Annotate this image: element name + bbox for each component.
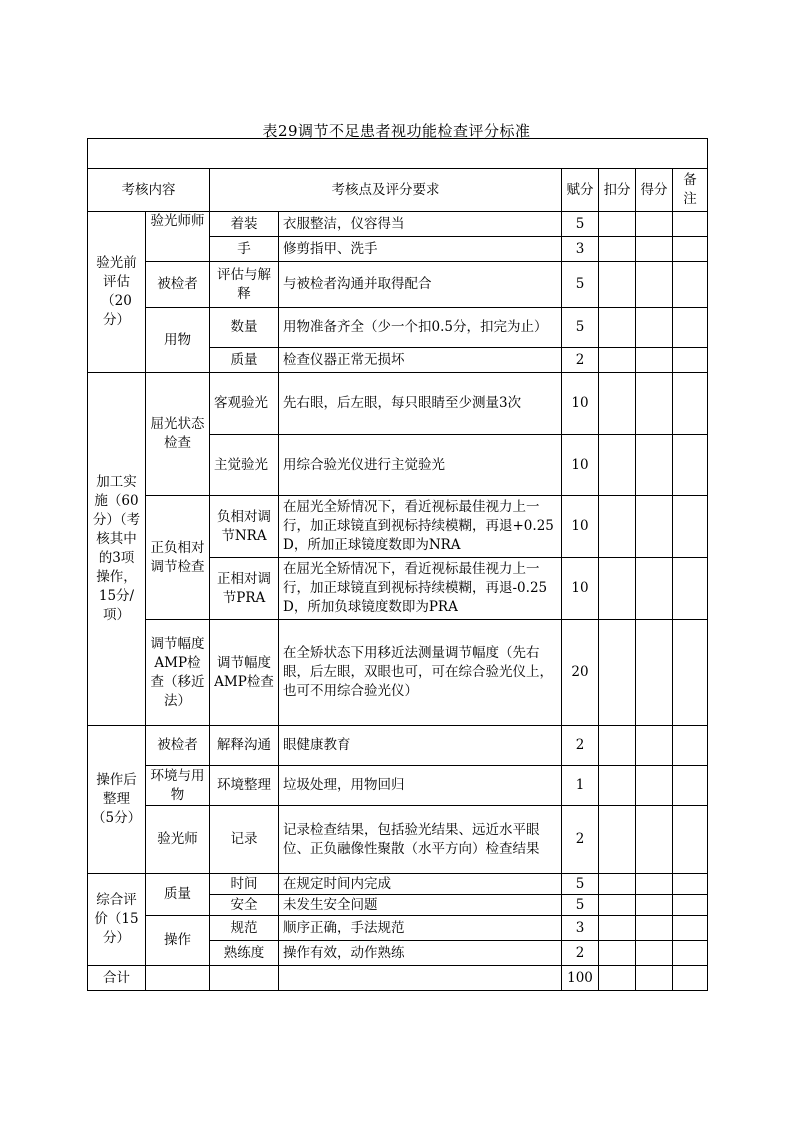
- note-cell: [673, 435, 708, 496]
- note-cell: [673, 895, 708, 916]
- obtained-cell: [636, 766, 673, 806]
- sub-item-label: 质量: [210, 348, 279, 373]
- note-cell: [673, 262, 708, 308]
- score-value: 2: [562, 941, 599, 966]
- obtained-cell: [636, 373, 673, 435]
- group-label: 被检者: [146, 726, 210, 766]
- requirement-text: 用综合验光仪进行主觉验光: [279, 435, 562, 496]
- obtained-cell: [636, 435, 673, 496]
- header-deduct: 扣分: [599, 169, 636, 212]
- blank-top-row: [88, 139, 708, 169]
- section-label: 综合评价（15分）: [88, 874, 146, 966]
- deduct-cell: [599, 435, 636, 496]
- obtained-cell: [636, 496, 673, 558]
- score-value: 5: [562, 874, 599, 895]
- obtained-cell: [636, 806, 673, 874]
- group-label: 正负相对调节检查: [146, 496, 210, 620]
- requirement-text: 衣服整洁，仪容得当: [279, 212, 562, 237]
- deduct-cell: [599, 895, 636, 916]
- table-row: [88, 496, 708, 558]
- sub-item-label: 规范: [210, 916, 279, 941]
- note-cell: [673, 496, 708, 558]
- deduct-cell: [599, 373, 636, 435]
- deduct-cell: [599, 806, 636, 874]
- group-label: 验光师师: [146, 212, 210, 262]
- obtained-cell: [636, 916, 673, 941]
- requirement-text: 未发生安全问题: [279, 895, 562, 916]
- note-cell: [673, 874, 708, 895]
- requirement-text: 在屈光全矫情况下，看近视标最佳视力上一行，加正球镜直到视标持续模糊，再退+0.25D，所加正球镜度数即为NRA: [279, 496, 562, 558]
- score-value: 2: [562, 348, 599, 373]
- requirement-text: 用物准备齐全（少一个扣0.5分，扣完为止）: [279, 308, 562, 348]
- note-cell: [673, 237, 708, 262]
- score-value: 5: [562, 308, 599, 348]
- deduct-cell: [599, 916, 636, 941]
- total-label: 合计: [88, 966, 146, 991]
- sub-item-label: 正相对调节PRA: [210, 558, 279, 620]
- sub-item-label: 数量: [210, 308, 279, 348]
- deduct-cell: [599, 212, 636, 237]
- note-cell: [673, 726, 708, 766]
- page-title: 表29调节不足患者视功能检查评分标准: [262, 122, 531, 140]
- table-row: [88, 620, 708, 726]
- table-row: [88, 874, 708, 895]
- deduct-cell: [599, 308, 636, 348]
- total-row: [88, 966, 708, 991]
- requirement-text: 顺序正确，手法规范: [279, 916, 562, 941]
- note-cell: [673, 348, 708, 373]
- header-note: 备注: [673, 169, 708, 212]
- obtained-cell: [636, 558, 673, 620]
- sub-item-label: 环境整理: [210, 766, 279, 806]
- note-cell: [673, 941, 708, 966]
- score-value: 5: [562, 895, 599, 916]
- deduct-cell: [599, 237, 636, 262]
- header-obtained: 得分: [636, 169, 673, 212]
- section-label: 验光前评估（20分）: [88, 212, 146, 373]
- sub-item-label: 时间: [210, 874, 279, 895]
- note-cell: [673, 916, 708, 941]
- score-value: 3: [562, 237, 599, 262]
- score-value: 1: [562, 766, 599, 806]
- deduct-cell: [599, 726, 636, 766]
- sub-item-label: 调节幅度AMP检查: [210, 620, 279, 726]
- group-label: 用物: [146, 308, 210, 373]
- obtained-cell: [636, 308, 673, 348]
- sub-item-label: 安全: [210, 895, 279, 916]
- requirement-text: 操作有效，动作熟练: [279, 941, 562, 966]
- header-content: 考核内容: [88, 169, 210, 212]
- deduct-cell: [599, 766, 636, 806]
- requirement-text: 垃圾处理，用物回归: [279, 766, 562, 806]
- obtained-cell: [636, 941, 673, 966]
- score-value: 2: [562, 806, 599, 874]
- sub-item-label: 评估与解释: [210, 262, 279, 308]
- obtained-cell: [636, 726, 673, 766]
- header-points: 考核点及评分要求: [210, 169, 562, 212]
- group-label: 环境与用物: [146, 766, 210, 806]
- requirement-text: 检查仪器正常无损坏: [279, 348, 562, 373]
- score-value: 10: [562, 435, 599, 496]
- table-row: [88, 806, 708, 874]
- deduct-cell: [599, 262, 636, 308]
- sub-item-label: 主觉验光: [210, 435, 279, 496]
- group-label: 质量: [146, 874, 210, 916]
- score-value: 10: [562, 558, 599, 620]
- table-row: [88, 373, 708, 435]
- requirement-text: 眼健康教育: [279, 726, 562, 766]
- note-cell: [673, 212, 708, 237]
- score-value: 5: [562, 262, 599, 308]
- total-empty-2: [210, 966, 279, 991]
- obtained-cell: [636, 620, 673, 726]
- note-cell: [673, 766, 708, 806]
- requirement-text: 在规定时间内完成: [279, 874, 562, 895]
- note-cell: [673, 373, 708, 435]
- sub-item-label: 手: [210, 237, 279, 262]
- sub-item-label: 熟练度: [210, 941, 279, 966]
- sub-item-label: 记录: [210, 806, 279, 874]
- obtained-cell: [636, 874, 673, 895]
- obtained-cell: [636, 212, 673, 237]
- table-row: [88, 262, 708, 308]
- table-row: [88, 916, 708, 941]
- scoring-table: [87, 138, 708, 991]
- section-label: 加工实施（60分）（考核其中的3项操作，15分/项）: [88, 373, 146, 726]
- table-row: [88, 766, 708, 806]
- score-value: 10: [562, 496, 599, 558]
- table-row: [88, 726, 708, 766]
- deduct-cell: [599, 348, 636, 373]
- requirement-text: 记录检查结果，包括验光结果、远近水平眼位、正负融像性聚散（水平方向）检查结果: [279, 806, 562, 874]
- requirement-text: 与被检者沟通并取得配合: [279, 262, 562, 308]
- table-row: [88, 308, 708, 348]
- deduct-cell: [599, 941, 636, 966]
- deduct-cell: [599, 874, 636, 895]
- section-label: 操作后整理（5分）: [88, 726, 146, 874]
- total-obtained: [636, 966, 673, 991]
- obtained-cell: [636, 237, 673, 262]
- group-label: 被检者: [146, 262, 210, 308]
- score-value: 3: [562, 916, 599, 941]
- total-empty-3: [279, 966, 562, 991]
- obtained-cell: [636, 348, 673, 373]
- total-score: 100: [562, 966, 599, 991]
- obtained-cell: [636, 262, 673, 308]
- note-cell: [673, 806, 708, 874]
- header-row: [88, 169, 708, 212]
- score-value: 10: [562, 373, 599, 435]
- table-row: [88, 212, 708, 237]
- group-label: 调节幅度AMP检查（移近法）: [146, 620, 210, 726]
- sub-item-label: 负相对调节NRA: [210, 496, 279, 558]
- group-label: 屈光状态检查: [146, 373, 210, 496]
- sub-item-label: 客观验光: [210, 373, 279, 435]
- note-cell: [673, 308, 708, 348]
- score-value: 20: [562, 620, 599, 726]
- sub-item-label: 解释沟通: [210, 726, 279, 766]
- deduct-cell: [599, 496, 636, 558]
- group-label: 操作: [146, 916, 210, 966]
- total-note: [673, 966, 708, 991]
- score-value: 5: [562, 212, 599, 237]
- group-label: 验光师: [146, 806, 210, 874]
- score-value: 2: [562, 726, 599, 766]
- total-empty-1: [146, 966, 210, 991]
- requirement-text: 在全矫状态下用移近法测量调节幅度（先右眼，后左眼，双眼也可，可在综合验光仪上，也可不用综合验光仪）: [279, 620, 562, 726]
- deduct-cell: [599, 558, 636, 620]
- requirement-text: 修剪指甲、洗手: [279, 237, 562, 262]
- note-cell: [673, 620, 708, 726]
- sub-item-label: 着装: [210, 212, 279, 237]
- note-cell: [673, 558, 708, 620]
- obtained-cell: [636, 895, 673, 916]
- deduct-cell: [599, 620, 636, 726]
- requirement-text: 先右眼，后左眼，每只眼睛至少测量3次: [279, 373, 562, 435]
- total-deduct: [599, 966, 636, 991]
- header-score: 赋分: [562, 169, 599, 212]
- requirement-text: 在屈光全矫情况下，看近视标最佳视力上一行，加正球镜直到视标持续模糊，再退-0.25D，所加负球镜度数即为PRA: [279, 558, 562, 620]
